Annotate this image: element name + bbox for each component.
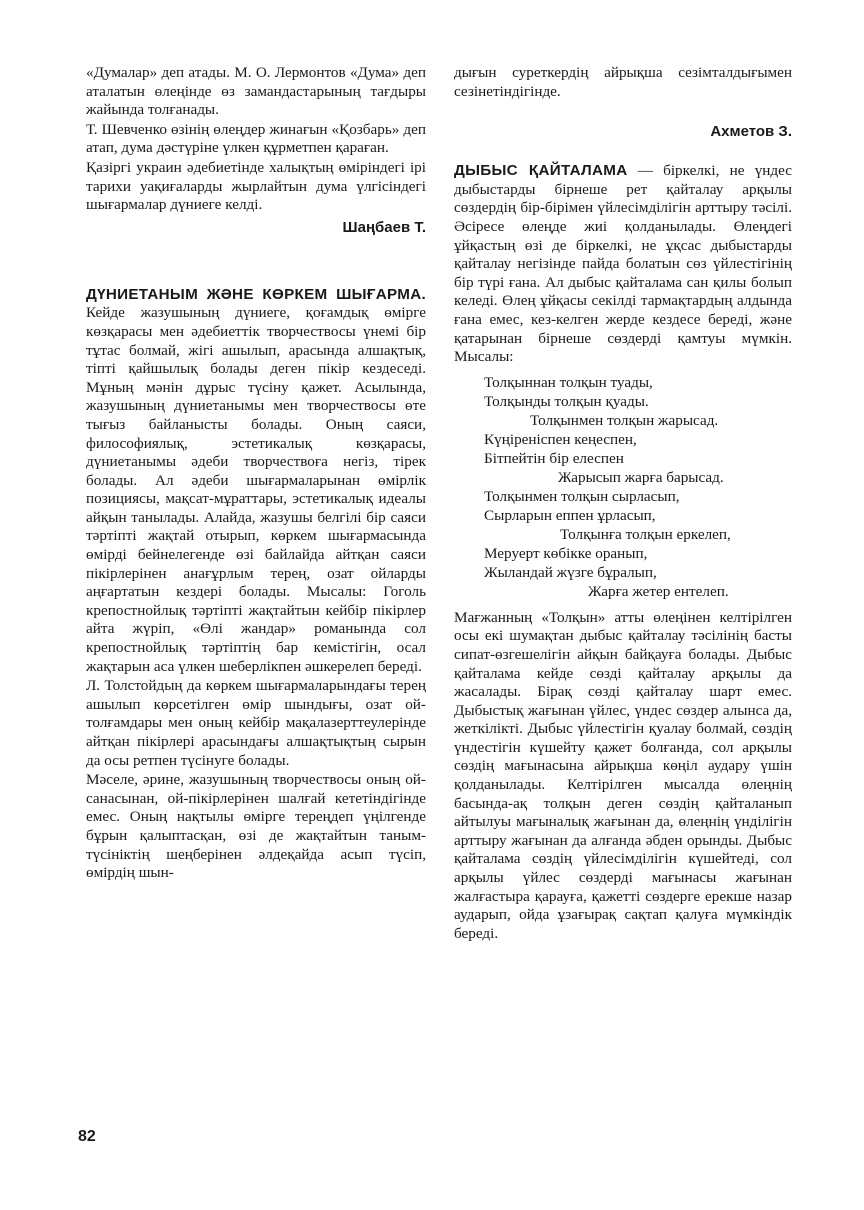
poem-line: Жарға жетер ентелеп. [588,582,729,600]
poem-line: Жыландай жүзге бұралып, [484,563,657,581]
paragraph-poem-analysis: Мағжанның «Толқын» атты өлеңінен келтірілген осы екі шумақтан дыбыс қайталау тәсілінің басты сипат-өзгешелігін айқын байқауға болады. Дыбыс қайталама кейде сөзді қайталау арқылы да жасалады. Бірақ сөзді қайталау шарт емес. Дыбыстық жағынан үйлес, үндес сөздер алынса да, жеткілікті. Дыбыс үйлестігін қуалау болмай, сөздің үндестігін күшейту қажет болғанда, сол арқылы сөздің мағынасына айрықша көңіл аудару үшін қолданылады. Келтірілген мысалда өлеңнің басында-ақ толқын деген сөздің қайталанып айтылуы мағыналық жағынан да, өлеңнің үнділігін арттыру жағынан да алғанда әбден орынды. Дыбыс қайталама сөздің үйлесімділігін күшейтеді, сол арқылы үйлес сөздерді мағынасы жағынан жалғастыра қарауға, қажетті сөздерге ерекше назар аударып, ойда ұзағырақ сақтап қалуға мүмкіндік береді. [454,608,792,942]
entry-worldview [86,286,426,676]
spacer [454,140,792,162]
poem-quote [484,373,792,601]
page-number: 82 [78,1128,96,1145]
entry-heading-worldview: ДҮНИЕТАНЫМ ЖӘНЕ КӨРКЕМ ШЫҒАРМА. [86,285,426,303]
paragraph-conclusion: Мәселе, әрине, жазушының творчествосы оның ой-санасынан, ой-пікірлерінен шалғай кететіндігінде емес. Оның нақтылы өмірге тереңдеп үңілгенде бұрын қалыптасқан, өзі де жақтайтын таным-түсініктің шеңберінен әлдеқайда асып түсіп, өмірдің шын- [86,771,426,882]
paragraph-shevchenko: Т. Шевченко өзінің өлеңдер жинағын «Қозбарь» деп атап, дума дәстүріне үлкен құрметпен қараған. [86,120,426,157]
poem-line: Сырларын еппен ұрласып, [484,506,656,524]
left-column [86,64,426,883]
spacer [86,236,426,286]
poem-line: Жарысып жарға барысад. [558,468,724,486]
entry-sound-repetition [454,162,792,367]
entry-text-sound-repetition: — біркелкі, не үндес дыбыстарды бірнеше рет қайталау арқылы сөздердің бір-бірімен үйлесімділігін арттыру тәсілі. Әсіресе өлеңде жиі қолданылады. Өлеңдегі ұйқастың өзі де біркелкі, не ұқсас дыбыстарды қайталау негізінде пайда болатын сөз үйлестігінің бір түрі ғана. Ал дыбыс қайталама сан қилы болып келеді. Өлең ұйқасы секілді тармақтардың алдында ғана емес, кез-келген жерде кездесе береді, және қатарынан бірнеше сөздерді қамтуы мүмкін. Мысалы: [454,162,793,366]
author-signature-1: Шаңбаев Т. [342,218,426,236]
paragraph-ukrainian-literature: Қазіргі украин әдебиетінде халықтың өміріндегі ірі тарихи уақиғаларды жырлайтын дума үлгісіндегі шығармалар дүниеге келді. [86,158,426,214]
poem-line: Бітпейтін бір елеспен [484,449,624,467]
poem-line: Толқыннан толқын туады, [484,373,653,391]
poem-line: Толқынды толқын қуады. [484,392,649,410]
paragraph-continued: дығын суреткердің айрықша сезімталдығымен сезінетіндігінде. [454,64,792,100]
author-signature-2: Ахметов З. [710,123,792,141]
right-column [454,64,792,943]
poem-line: Толқынмен толқын сырласып, [484,487,680,505]
paragraph-duma-continued: «Думалар» деп атады. М. О. Лермонтов «Дума» деп аталатын өлеңінде өз замандастарының тағдыры жайында толғанады. [86,64,426,119]
poem-line: Күңіреніспен кеңеспен, [484,430,637,448]
entry-text-worldview: Кейде жазушының дүниеге, қоғамдық өмірге көзқарасы мен әдебиеттік творчествосы үнемі бір тұтас болмай, жігі ашылып, арасында алшақтық, тіпті қайшылық болады деген пікір кездеседі. Мұның мәнін дұрыс түсіну қажет. Асылында, жазушының дүниетанымы мен творчествосы өте тығыз байланысты болады. Оның саяси, философиялық, эстетикалық көзқарасы, дүниетанымы әдеби творчествоға негіз, тірек болады. Ал әдеби шығармаларынан өмірлік позициясы, мақсат-мұраттары, эстетикалық идеалы айқын танылады. Алайда, жазушы белгілі бір саяси тәртіпті жақтай отырып, көркем шығармасында өмірді бейнелегенде өзі байлайда айтқан саяси пікірлерінен анағұрлым терең, озат ойларды аңғартатын кездері болады. Мысалы: Гоголь крепостнойлық тәртіпті жақтайтын кейбір пікірлер айта жүріп, «Өлі жандар» романында сол крепостнойлық тәртіптің бар кемістігін, осал жақтарын аса үлкен шеберлікпен әшкерелеп береді. [86,304,426,675]
entry-heading-sound-repetition: ДЫБЫС ҚАЙТАЛАМА [454,162,628,180]
poem-line: Меруерт көбікке оранып, [484,544,648,562]
paragraph-tolstoy: Л. Толстойдың да көркем шығармаларындағы терең ашылып көрсетілген өмір шындығы, озат ой-толғамдары мен оның кейбір мақалазерттеулерінде айтқан пікірлері арасындағы алшақтықтың сырын да осы ретпен түсінуге болады. [86,677,426,769]
poem-line: Толқынға толқын еркелеп, [560,525,731,543]
poem-line: Толқынмен толқын жарысад. [530,411,719,429]
